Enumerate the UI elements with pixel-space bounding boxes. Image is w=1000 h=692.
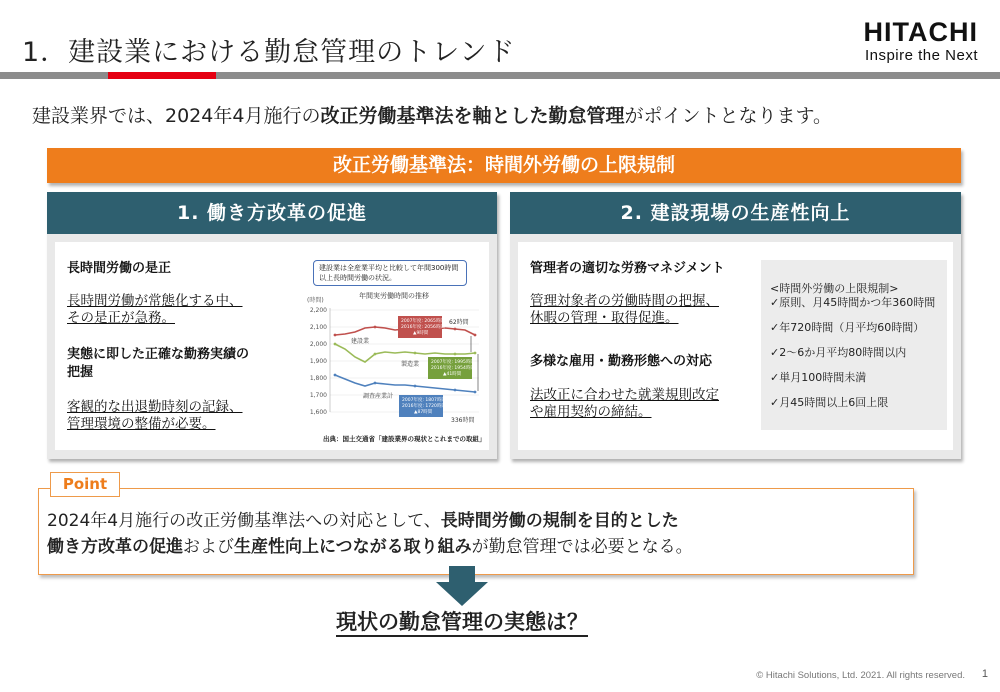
- point-label: Point: [50, 472, 120, 497]
- y-tick: 2,200: [309, 307, 327, 314]
- y-tick: 1,700: [309, 392, 327, 399]
- y-tick: 1,800: [309, 375, 327, 382]
- point-line-1: [47, 508, 693, 534]
- panel-heading: 2. 建設現場の生産性向上: [510, 192, 961, 234]
- text-line: や雇用契約の締結。: [530, 404, 652, 420]
- text-line: 把握: [67, 365, 94, 380]
- series-label-kensetsu: 建設業: [351, 338, 370, 345]
- text-line: 管理対象者の労働時間の把握、: [530, 293, 719, 309]
- copyright: © Hitachi Solutions, Ltd. 2021. All rights reserved.: [756, 670, 965, 681]
- series-label-seizo: 製造業: [401, 361, 420, 368]
- section-title: 多様な雇用・勤務形態への対応: [530, 354, 713, 369]
- limit-item: ✓単月100時間未満: [770, 371, 867, 384]
- section-title: 管理者の適切な労務マネジメント: [530, 261, 725, 276]
- limit-item: ✓2～6か月平均80時間以内: [770, 346, 907, 359]
- note-line: 建設業は全産業平均と比較して年間300時間: [319, 264, 459, 272]
- section-text: [67, 399, 243, 433]
- panel-heading: 1. 働き方改革の促進: [47, 192, 497, 234]
- text-line: 長時間労働が常態化する中、: [67, 293, 243, 309]
- limits-header: <時間外労働の上限規制>: [770, 282, 899, 295]
- y-tick: 2,100: [309, 324, 327, 331]
- callout-line: ▲87時間: [414, 410, 433, 415]
- title-underline-accent: [108, 72, 216, 79]
- callout-line: 2016年度: 1954時間: [431, 366, 475, 371]
- text-line: 客観的な出退勤時刻の記録、: [67, 399, 243, 415]
- panel-productivity: [510, 192, 961, 459]
- lead-bold: 改正労働基準法を軸とした勤怠管理: [320, 105, 625, 127]
- working-hours-chart: [303, 258, 485, 444]
- section-title: [67, 346, 249, 382]
- panel-content: [518, 242, 953, 450]
- lead-part1: 建設業界では、2024年4月施行の: [32, 105, 321, 127]
- text-run: 2024年4月施行の改正労働基準法への対応として、: [47, 511, 441, 531]
- chart-title: 年間実労働時間の推移: [359, 292, 429, 300]
- section-text: [67, 293, 243, 327]
- callout-line: 2007年度: 2065時間: [401, 319, 445, 324]
- limit-item: ✓原則、月45時間かつ年360時間: [770, 296, 936, 309]
- chart-ylabel: (時間): [307, 297, 324, 304]
- y-tick: 2,000: [309, 341, 327, 348]
- text-line: 実態に即した正確な勤務実績の: [67, 347, 250, 362]
- note-line: 以上長時間労働の状況。: [319, 274, 396, 282]
- page-title: 1．建設業における勤怠管理のトレンド: [22, 37, 516, 68]
- section-text: [530, 387, 719, 421]
- overtime-limits-box: [761, 260, 947, 430]
- text-run-bold: 生産性向上につながる取り組み: [234, 537, 472, 557]
- diff-label-1: 62時間: [449, 319, 469, 326]
- diff-label-2: 336時間: [451, 417, 475, 424]
- text-run: および: [183, 537, 234, 557]
- section-text: [530, 293, 719, 327]
- closing-question: [0, 606, 924, 636]
- callout-line: 2016年度: 1720時間: [402, 404, 446, 409]
- down-arrow-icon: [436, 566, 488, 606]
- y-tick: 1,900: [309, 358, 327, 365]
- text-run: が勤怠管理では必要となる。: [471, 537, 693, 557]
- lead-sentence: [32, 101, 832, 128]
- panel-content: [55, 242, 489, 450]
- limit-item: ✓年720時間（月平均60時間）: [770, 321, 925, 334]
- text-line: その是正が急務。: [67, 310, 175, 326]
- callout-line: 2016年度: 2056時間: [401, 325, 445, 330]
- hitachi-logo: [864, 18, 979, 64]
- text-line: 法改正に合わせた就業規則改定: [530, 387, 719, 403]
- point-text: [47, 508, 693, 560]
- logo-wordmark: HITACHI: [863, 17, 978, 47]
- page-number: 1: [981, 668, 988, 680]
- question-text: 現状の勤怠管理の実態は？: [336, 610, 588, 637]
- chart-note: [313, 260, 467, 286]
- chart-source: 出典：国土交通省「建設業界の現状とこれまでの取組」: [323, 435, 486, 443]
- text-run-bold: 長時間労働の規制を目的とした: [440, 511, 679, 531]
- point-line-2: [47, 534, 693, 560]
- banner: 改正労働基準法：時間外労働の上限規制: [47, 148, 961, 183]
- text-run-bold: 働き方改革の促進: [47, 537, 183, 557]
- logo-tagline: Inspire the Next: [864, 47, 978, 64]
- section-title: 長時間労働の是正: [67, 261, 172, 276]
- panel-work-style-reform: [47, 192, 497, 459]
- series-label-chosa: 調査産業計: [363, 393, 394, 400]
- callout-line: 2007年度: 1995時間: [431, 360, 475, 365]
- callout-line: ▲9時間: [413, 331, 429, 336]
- limit-item: ✓月45時間以上6回上限: [770, 396, 889, 409]
- callout-line: ▲41時間: [443, 372, 462, 377]
- callout-line: 2007年度: 1807時間: [402, 398, 446, 403]
- text-line: 管理環境の整備が必要。: [67, 416, 216, 432]
- y-tick: 1,600: [309, 409, 327, 416]
- lead-part2: がポイントとなります。: [624, 105, 832, 127]
- text-line: 休暇の管理・取得促進。: [530, 310, 679, 326]
